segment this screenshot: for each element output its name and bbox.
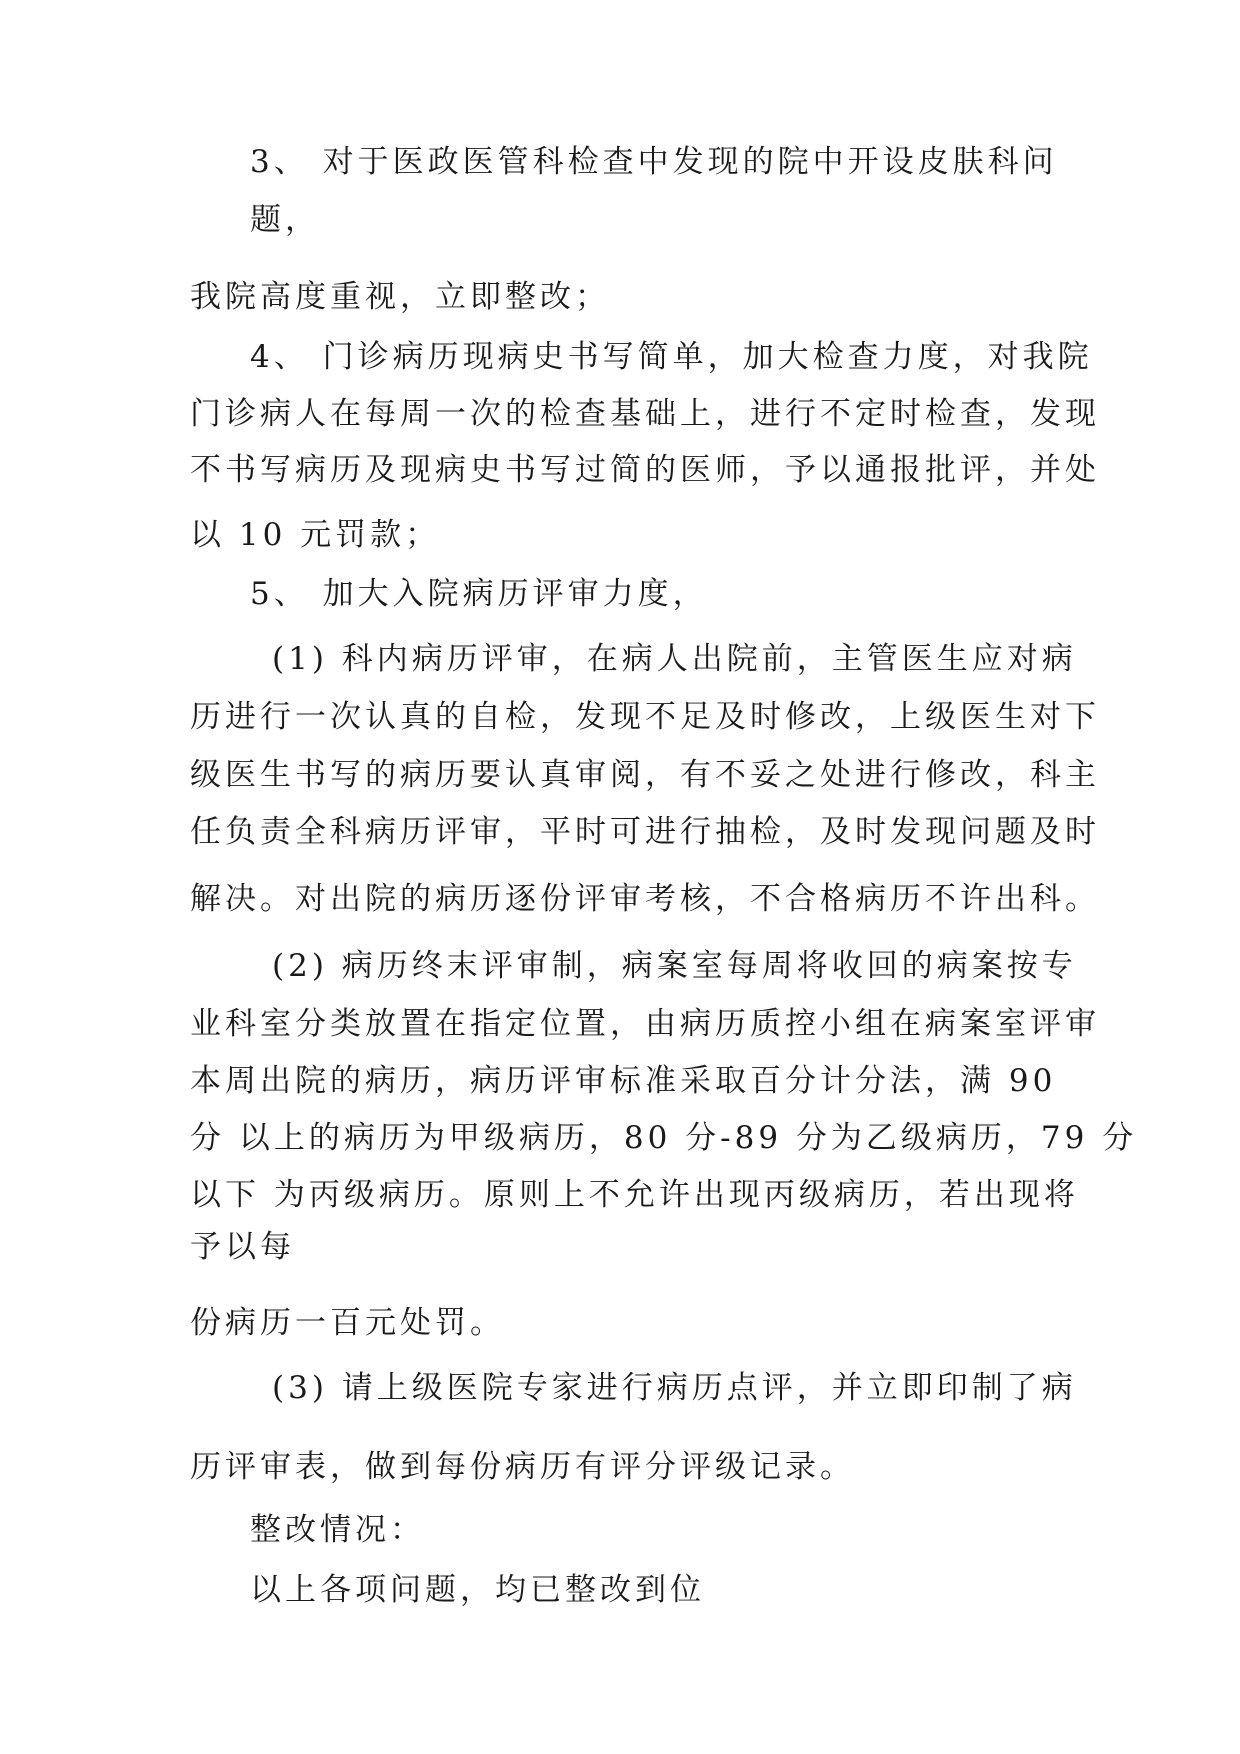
paragraph-line: 分 以上的病历为甲级病历，80 分-89 分为乙级病历，79 分 xyxy=(190,1120,1138,1156)
paragraph-line: 不书写病历及现病史书写过简的医师，予以通报批评，并处 xyxy=(190,452,1100,488)
paragraph-line: 4、 门诊病历现病史书写简单，加大检查力度，对我院 xyxy=(250,339,1093,375)
paragraph-line: 任负责全科病历评审，平时可进行抽检，及时发现问题及时 xyxy=(190,814,1100,850)
paragraph-line: 级医生书写的病历要认真审阅，有不妥之处进行修改，科主 xyxy=(190,757,1100,793)
paragraph-line: 以 10 元罚款； xyxy=(190,517,441,553)
paragraph-line: 业科室分类放置在指定位置，由病历质控小组在病案室评审 xyxy=(190,1006,1100,1042)
paragraph-line: 份病历一百元处罚。 xyxy=(190,1305,505,1341)
paragraph-line: 历进行一次认真的自检，发现不足及时修改，上级医生对下 xyxy=(190,699,1100,735)
paragraph-line: (2) 病历终末评审制，病案室每周将收回的病案按专 xyxy=(272,948,1077,984)
paragraph-line: 解决。对出院的病历逐份评审考核，不合格病历不许出科。 xyxy=(190,881,1100,917)
paragraph-line: 历评审表，做到每份病历有评分评级记录。 xyxy=(190,1449,855,1485)
paragraph-line: 以下 为丙级病历。原则上不允许出现丙级病历，若出现将 xyxy=(190,1177,1079,1213)
paragraph-line: 3、 对于医政医管科检查中发现的院中开设皮肤科问 xyxy=(250,144,1058,180)
paragraph-line: 题， xyxy=(250,202,320,238)
paragraph-line: (3) 请上级医院专家进行病历点评，并立即印制了病 xyxy=(272,1370,1077,1406)
section-heading: 整改情况： xyxy=(250,1512,425,1548)
paragraph-line: 以上各项问题，均已整改到位 xyxy=(250,1572,705,1608)
paragraph-line: 予以每 xyxy=(190,1229,295,1265)
paragraph-line: 门诊病人在每周一次的检查基础上，进行不定时检查，发现 xyxy=(190,396,1100,432)
paragraph-line: (1) 科内病历评审，在病人出院前，主管医生应对病 xyxy=(272,641,1077,677)
paragraph-line: 5、 加大入院病历评审力度， xyxy=(250,576,708,612)
paragraph-line: 我院高度重视，立即整改； xyxy=(190,279,610,315)
paragraph-line: 本周出院的病历，病历评审标准采取百分计分法，满 90 xyxy=(190,1063,1057,1099)
